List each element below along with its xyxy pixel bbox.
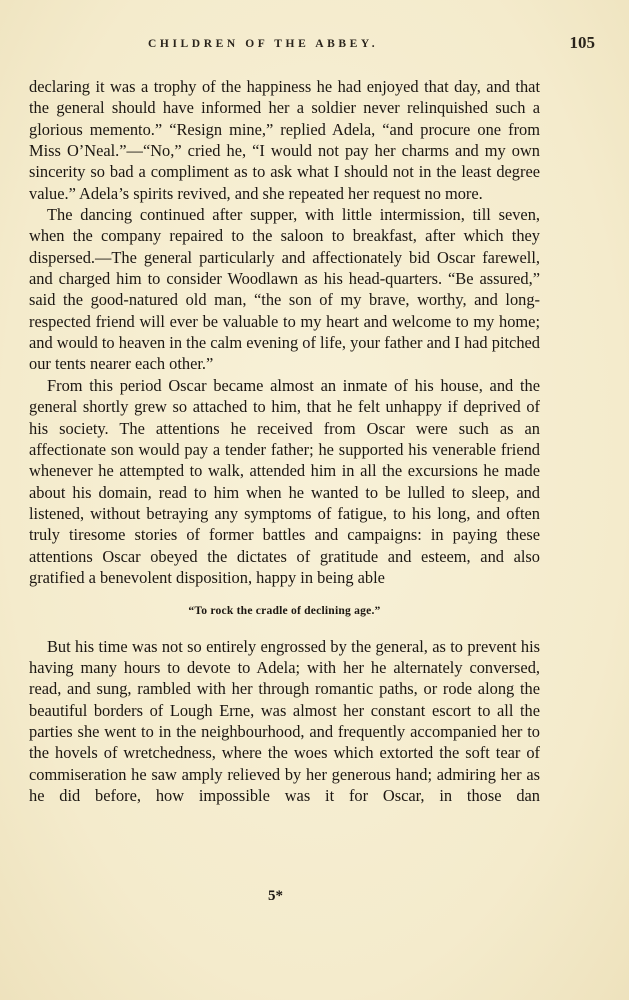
page-number: 105 [569, 33, 595, 52]
paragraph-4: But his time was not so entirely engrossed by the general, as to prevent his having many hours to devote to Adela; with her he alternately conversed, read, and sung, rambled with her through romantic paths, or rode along the beautiful borders of Lough Erne, was almost her constant escort to all the parties she went to in the neighbourhood, and frequently accompanied her to the hovels of wretchedness, where the woes which extorted the soft tear of commiseration he saw amply relieved by her generous hand; admiring her as he did before, how impossible was it for Oscar, in those dan [29, 636, 540, 805]
signature-mark: 5* [268, 888, 283, 904]
running-title: CHILDREN OF THE ABBEY. [148, 38, 379, 50]
paragraph-2: The dancing continued after supper, with little intermission, till seven, when the company repaired to the saloon to breakfast, after which they dispersed.—The general particularly and affectionately bid Oscar farewell, and charged him to consider Woodlawn as his head-quarters. “Be assured,” said the good-natured old man, “the son of my brave, worthy, and long-respected friend will ever be valuable to my heart and welcome to my home; and would to heaven in the calm evening of life, your father and I had pitched our tents nearer each other.” [29, 205, 540, 374]
body-text [29, 76, 540, 806]
block-quote: “To rock the cradle of declining age.” [188, 604, 381, 618]
paragraph-1: declaring it was a trophy of the happiness he had enjoyed that day, and that the general should have informed her a soldier never relinquished such a glorious memento.” “Resign mine,” replied Adela, “and procure one from Miss O’Neal.”—“No,” cried he, “I would not pay her charms and my own sincerity so bad a compliment as to ask what I should not in the least degree value.” Adela’s spirits revived, and she repeated her request no more. [29, 77, 540, 203]
paragraph-3: From this period Oscar became almost an inmate of his house, and the general shortly grew so attached to him, that he felt unhappy if deprived of his society. The attentions he received from Oscar were such as an affectionate son would pay a tender father; he supported his venerable friend whenever he attempted to walk, attended him in all the excursions he made about his domain, read to him when he wanted to be lulled to sleep, and listened, without betraying any symptoms of fatigue, to his long, and often truly tiresome stories of former battles and campaigns: in paying these attentions Oscar obeyed the dictates of gratitude and esteem, and also gratified a benevolent disposition, happy in being able [29, 375, 540, 587]
